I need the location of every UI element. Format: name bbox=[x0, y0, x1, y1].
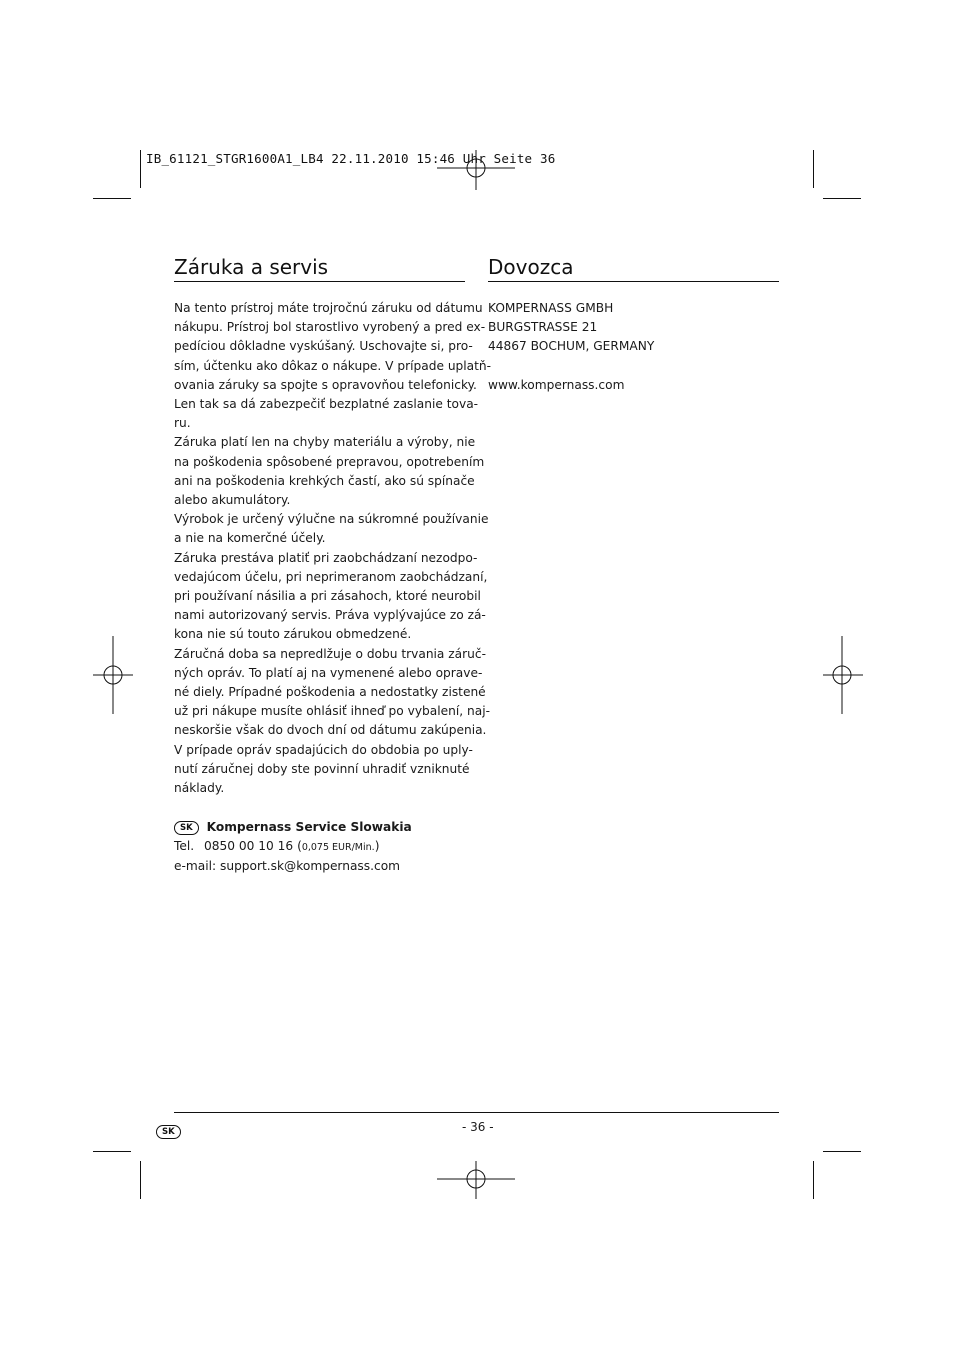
text-line: Záruka platí len na chyby materiálu a výroby, nie bbox=[174, 435, 476, 450]
phone-label: Tel. bbox=[174, 839, 195, 854]
registration-mark-icon bbox=[93, 636, 133, 714]
text-line: ných opráv. To platí aj na vymenené alebo oprave- bbox=[174, 665, 483, 680]
text-line: sím, účtenku ako dôkaz o nákupe. V prípade uplatň- bbox=[174, 358, 492, 373]
crop-mark bbox=[93, 198, 131, 199]
text-line: Záruka prestáva platiť pri zaobchádzaní nezodpo- bbox=[174, 550, 478, 565]
importer-heading: Dovozca bbox=[488, 255, 574, 279]
registration-mark-icon bbox=[437, 150, 517, 190]
text-line: pedíciou dôkladne vyskúšaný. Uschovajte si, pro- bbox=[174, 339, 473, 354]
text-line: Výrobok je určený výlučne na súkromné používanie bbox=[174, 512, 489, 527]
importer-address bbox=[488, 299, 654, 357]
address-line: BURGSTRASSE 21 bbox=[488, 320, 598, 335]
text-line: Na tento prístroj máte trojročnú záruku od dátumu bbox=[174, 301, 483, 315]
crop-mark bbox=[813, 150, 814, 188]
text-line: nákupu. Prístroj bol starostlivo vyrobený a pred ex- bbox=[174, 320, 486, 335]
crop-mark bbox=[823, 198, 861, 199]
registration-mark-icon bbox=[437, 1161, 517, 1201]
phone-rate: 0,075 EUR/Min. bbox=[301, 842, 375, 854]
heading-underline bbox=[488, 281, 779, 282]
registration-mark-icon bbox=[823, 636, 863, 714]
crop-mark bbox=[93, 1151, 131, 1152]
service-email: e-mail: support.sk@kompernass.com bbox=[174, 859, 401, 874]
text-line: ru. bbox=[174, 416, 191, 431]
print-slug: IB_61121_STGR1600A1_LB4 22.11.2010 15:46 Uhr Seite 36 bbox=[146, 151, 556, 166]
text-line: a nie na komerčné účely. bbox=[174, 531, 326, 546]
crop-mark bbox=[140, 1161, 141, 1199]
text-line: už pri nákupe musíte ohlásiť ihneď po vybalení, naj- bbox=[174, 704, 490, 719]
footer-badge-wrap bbox=[156, 1121, 181, 1140]
text-line: né diely. Prípadné poškodenia a nedostatky zistené bbox=[174, 685, 486, 700]
service-title-line bbox=[174, 818, 412, 837]
service-name: Kompernass Service Slowakia bbox=[206, 820, 412, 834]
address-line: KOMPERNASS GMBH bbox=[488, 301, 614, 315]
page-number: - 36 - bbox=[462, 1120, 494, 1134]
text-line: ani na poškodenia krehkých častí, ako sú spínače bbox=[174, 473, 475, 488]
crop-mark bbox=[140, 150, 141, 188]
address-line: 44867 BOCHUM, GERMANY bbox=[488, 339, 655, 354]
text-line: kona nie sú touto zárukou obmedzené. bbox=[174, 627, 412, 642]
text-line: V prípade opráv spadajúcich do obdobia po uply- bbox=[174, 742, 473, 757]
crop-mark bbox=[813, 1161, 814, 1199]
text-line: alebo akumulátory. bbox=[174, 493, 291, 508]
text-line: nami autorizovaný servis. Práva vyplývajúce zo zá- bbox=[174, 608, 486, 623]
text-line: pri používaní násilia a pri zásahoch, ktoré neurobil bbox=[174, 589, 481, 604]
text-line: neskoršie však do dvoch dní od dátumu zakúpenia. bbox=[174, 723, 487, 738]
text-line: Záručná doba sa nepredlžuje o dobu trvania záruč- bbox=[174, 646, 486, 661]
country-badge: SK bbox=[156, 1125, 181, 1139]
importer-website: www.kompernass.com bbox=[488, 378, 625, 392]
text-line: vedajúcom účelu, pri neprimeranom zaobchádzaní, bbox=[174, 569, 488, 584]
service-block bbox=[174, 818, 412, 877]
country-badge: SK bbox=[174, 821, 199, 835]
warranty-text bbox=[174, 299, 491, 798]
text-line: Len tak sa dá zabezpečiť bezplatné zaslanie tova- bbox=[174, 397, 479, 412]
heading-underline bbox=[174, 281, 465, 282]
warranty-heading: Záruka a servis bbox=[174, 255, 329, 279]
footer-rule bbox=[174, 1112, 779, 1113]
text-line: ovania záruky sa spojte s opravovňou telefonicky. bbox=[174, 377, 477, 392]
phone-number: 0850 00 10 16 bbox=[204, 839, 294, 854]
text-line: nutí záručnej doby ste povinní uhradiť vzniknuté bbox=[174, 761, 470, 776]
service-phone-line: Tel. 0850 00 10 16 (0,075 EUR/Min.) bbox=[174, 839, 380, 854]
crop-mark bbox=[823, 1151, 861, 1152]
text-line: na poškodenia spôsobené prepravou, opotrebením bbox=[174, 454, 485, 469]
text-line: náklady. bbox=[174, 781, 225, 796]
